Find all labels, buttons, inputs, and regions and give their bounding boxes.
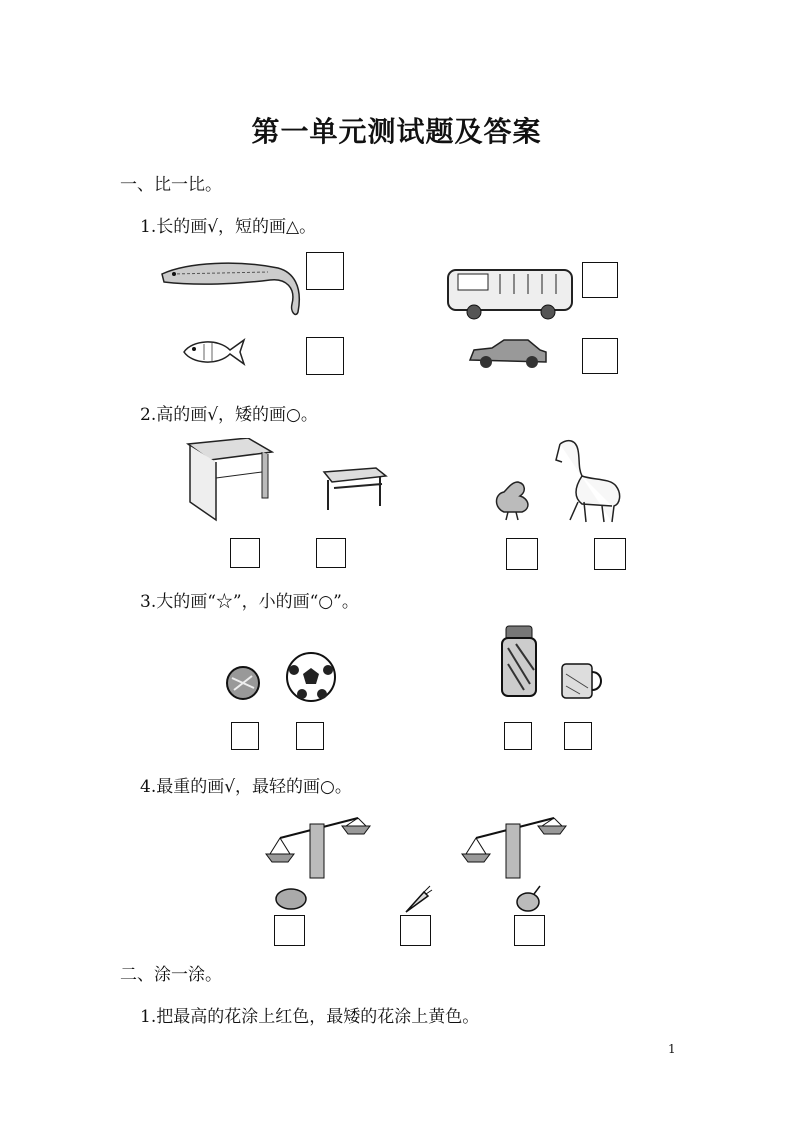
balance-scale-right-picture [458,804,568,880]
tall-desk-picture [186,438,274,524]
answer-box-carrot[interactable] [400,915,431,946]
rooster-picture [488,476,534,522]
car-picture [466,336,550,370]
section-1-heading: 一、比一比。 [120,175,222,195]
page-title: 第一单元测试题及答案 [251,115,542,148]
answer-box-fruit[interactable] [514,915,545,946]
small-ball-picture [224,664,262,702]
bus-picture [444,264,574,322]
carrot-picture [400,884,434,916]
peanut-picture [272,884,310,914]
short-table-picture [320,466,388,516]
question-2-1: 1.把最高的花涂上红色，最矮的花涂上黄色。 [140,1007,480,1027]
answer-box-small-ball[interactable] [231,722,259,750]
answer-box-soccer-ball[interactable] [296,722,324,750]
answer-box-ribbonfish[interactable] [306,252,344,290]
answer-box-rooster[interactable] [506,538,538,570]
question-1-1: 1.长的画√，短的画△。 [140,217,317,237]
soccer-ball-picture [284,650,338,704]
answer-box-small-fish[interactable] [306,337,344,375]
fruit-picture [512,882,546,914]
balance-scale-left-picture [262,804,372,880]
question-1-2: 2.高的画√，矮的画○。 [140,405,318,425]
answer-box-peanut[interactable] [274,915,305,946]
section-2-heading: 二、涂一涂。 [120,965,222,985]
small-fish-picture [178,334,248,370]
answer-box-car[interactable] [582,338,618,374]
horse-picture [552,436,628,524]
question-1-4: 4.最重的画√，最轻的画○。 [140,777,352,797]
ribbonfish-picture [158,252,308,322]
answer-box-horse[interactable] [594,538,626,570]
answer-box-mug[interactable] [564,722,592,750]
page-number: 1 [668,1042,676,1056]
question-1-3: 3.大的画“☆”，小的画“○”。 [140,592,359,612]
answer-box-bus[interactable] [582,262,618,298]
mug-picture [558,660,606,702]
answer-box-thermos[interactable] [504,722,532,750]
answer-box-tall-desk[interactable] [230,538,260,568]
thermos-picture [498,624,542,700]
answer-box-short-table[interactable] [316,538,346,568]
